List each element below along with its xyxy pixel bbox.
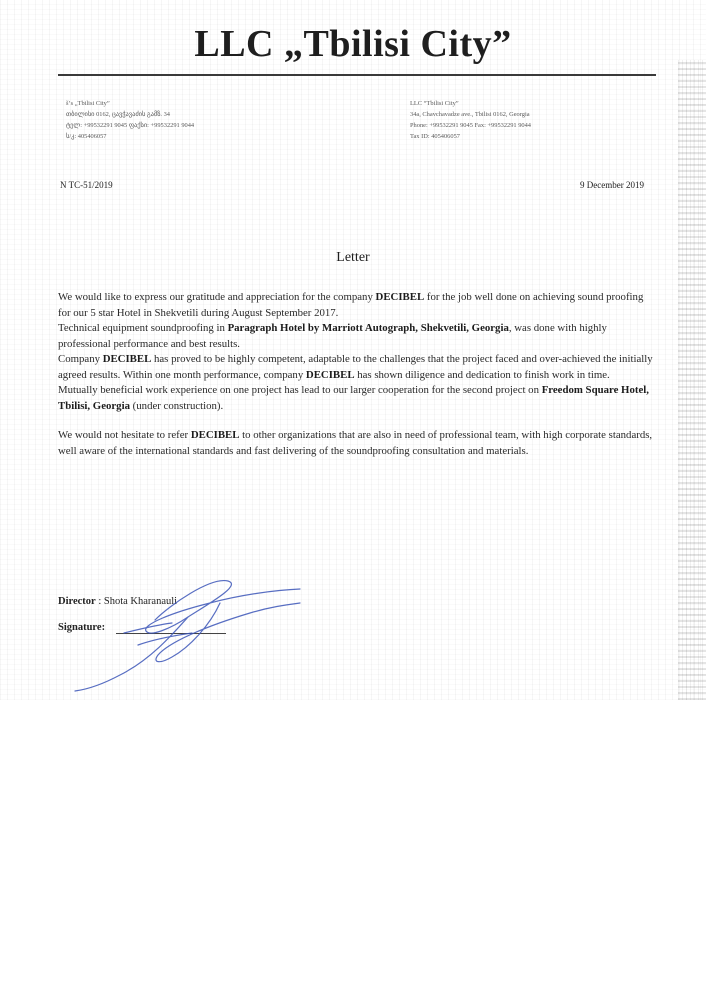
address-line: LLC “Tbilisi City” <box>410 100 459 107</box>
body-paragraph <box>58 428 656 459</box>
header-divider <box>58 74 656 76</box>
director-label: Director <box>58 596 96 607</box>
body-text-run: (under construction). <box>129 399 224 412</box>
director-name: Shota Kharanauli <box>103 596 178 607</box>
body-text-run: Technical equipment soundproofing in <box>58 322 228 334</box>
signature-stroke <box>75 617 188 691</box>
body-text-run: has proved to be highly competent, adaptable to the challenges that the project faced and over-achieved the initially agreed results. Within one month performance, company <box>58 353 653 381</box>
signature-label: Signature: <box>58 622 106 633</box>
address-line: 34a, Chavchavadze ave., Tbilisi 0162, Georgia <box>410 111 530 118</box>
address-line: ს/კ: 405406057 <box>66 133 107 140</box>
paragraph-spacer <box>58 414 656 428</box>
body-text-run: We would not hesitate to refer <box>58 429 191 441</box>
body-text-run: to other organizations that are also in need of professional team, with high corporate standards, well aware of the international standards and fast delivering of the soundproofing consultation and materials. <box>58 429 653 457</box>
brand-name: DECIBEL <box>375 291 425 303</box>
body-paragraph <box>58 321 656 352</box>
blank-margin <box>0 700 706 1000</box>
body-text-run: Company <box>58 353 103 365</box>
letter-date: 9 December 2019 <box>580 180 644 190</box>
address-line: ტელ: +99532291 9045 ფაქსი: +99532291 9044 <box>66 122 195 129</box>
letter-heading: Letter <box>336 250 370 265</box>
brand-name: DECIBEL <box>190 429 240 441</box>
body-text-run: for the job well done on achieving sound proofing for our 5 star Hotel in Shekvetili during August September 2017. <box>58 291 644 319</box>
director-separator: : <box>95 596 104 607</box>
company-title: LLC „Tbilisi City” <box>194 23 512 65</box>
brand-name: DECIBEL <box>305 368 355 381</box>
handwritten-signature <box>60 565 320 695</box>
body-text-run: Mutually beneficial work experience on one project has lead to our larger cooperation for the second project on <box>58 384 542 396</box>
address-line: Tax ID: 405406057 <box>410 133 460 140</box>
reference-number: N TC-51/2019 <box>60 180 113 190</box>
hotel-name: Paragraph Hotel by Marriott Autograph, Shekvetili, Georgia <box>227 322 509 334</box>
address-line: šʼs „Tbilisi City” <box>66 100 110 107</box>
scan-noise-edge <box>678 60 706 700</box>
address-block-english <box>410 98 630 142</box>
body-paragraph <box>58 290 656 321</box>
brand-name: DECIBEL <box>102 353 152 365</box>
signature-stroke <box>124 623 172 633</box>
body-paragraph <box>58 383 656 414</box>
body-text-run: , was done with highly professional performance and best results. <box>58 322 607 350</box>
letter-body <box>58 290 656 459</box>
hotel-name: Freedom Square Hotel, Tbilisi, Georgia <box>58 384 649 412</box>
body-text-run: has shown diligence and dedication to finish work in time. <box>354 368 610 381</box>
address-line: Phone: +99532291 9045 Fax: +99532291 9044 <box>410 122 531 129</box>
signature-stroke <box>138 633 192 645</box>
address-line: თბილისი 0162, ცავჭავაძის გამზ. 34 <box>66 111 170 118</box>
body-paragraph <box>58 352 656 383</box>
address-block-georgian <box>66 98 286 142</box>
body-text-run: We would like to express our gratitude and appreciation for the company <box>58 291 376 303</box>
